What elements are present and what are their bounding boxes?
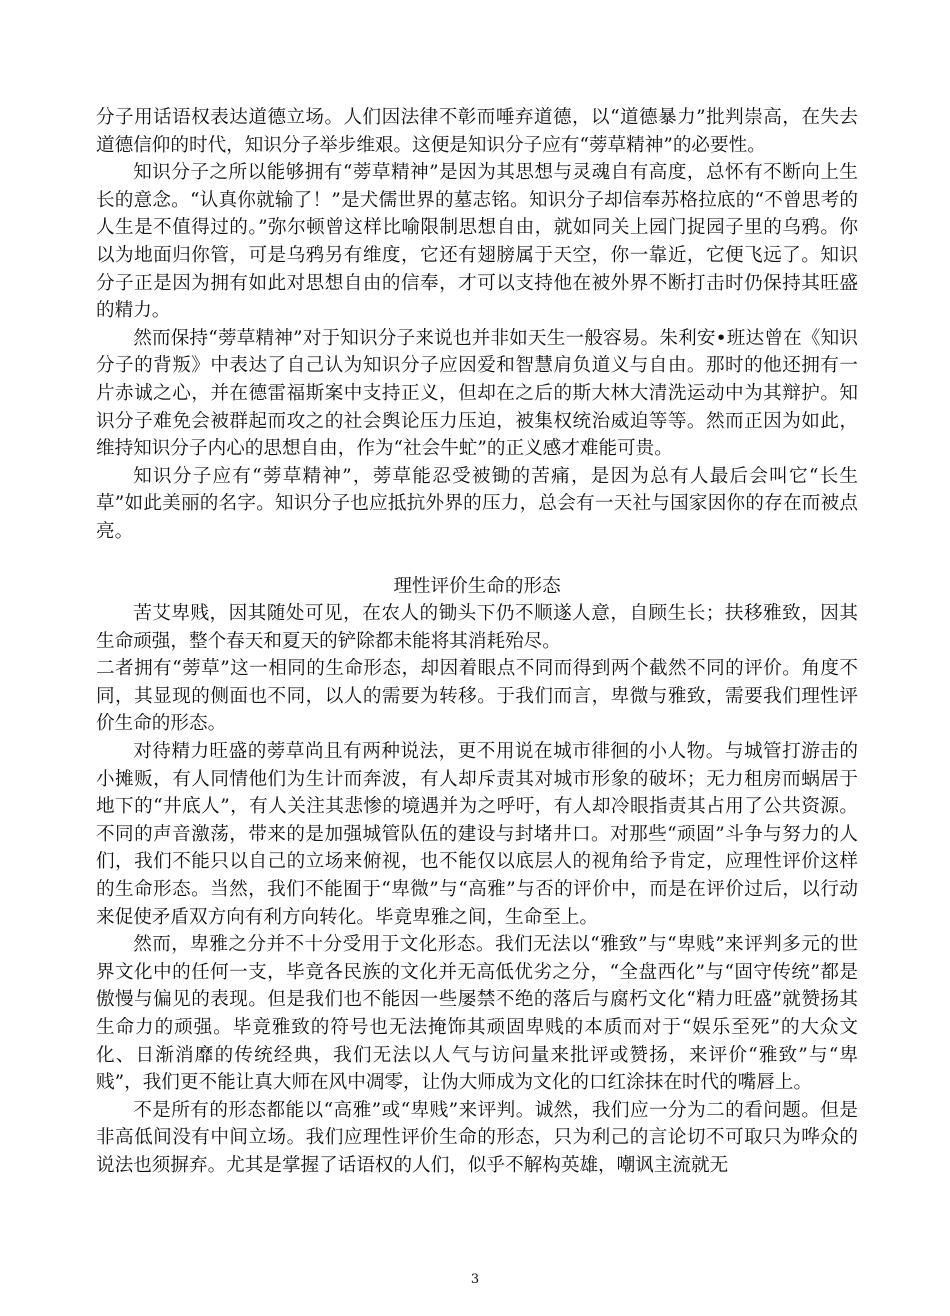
paragraph: 二者拥有“蒡草”这一相同的生命形态，却因着眼点不同而得到两个截然不同的评价。角度不同，其显现的侧面也不同，以人的需要为转移。于我们而言，卑微与雅致，需要我们理性评价生命的形态。 [96,658,858,735]
paragraph: 知识分子应有“蒡草精神”，蒡草能忍受被锄的苦痛，是因为总有人最后会叫它“长生草”如此美丽的名字。知识分子也应抵抗外界的压力，总会有一天社与国家因你的存在而被点亮。 [96,465,858,542]
paragraph: 分子用话语权表达道德立场。人们因法律不彰而唾弃道德，以“道德暴力”批判崇高，在失去道德信仰的时代，知识分子举步维艰。这便是知识分子应有“蒡草精神”的必要性。 [96,107,858,156]
page-number: 3 [470,1272,480,1287]
paragraph: 不是所有的形态都能以“高雅”或“卑贱”来评判。诚然，我们应一分为二的看问题。但是非高低间没有中间立场。我们应理性评价生命的形态，只为利己的言论切不可取只为哗众的说法也须摒弃。尤其是掌握了话语权的人们，似乎不解构英雄，嘲讽主流就无 [96,1099,858,1176]
paragraph: 然而保持“蒡草精神”对于知识分子来说也并非如天生一般容易。朱利安•班达曾在《知识分子的背叛》中表达了自己认为知识分子应因爱和智慧肩负道义与自由。那时的他还拥有一片赤诚之心，并在德雷福斯案中支持正义，但却在之后的斯大林大清洗运动中为其辩护。知识分子难免会被群起而攻之的社会舆论压力压迫，被集权统治威迫等等。然而正因为如此，维持知识分子内心的思想自由，作为“社会牛虻”的正义感才难能可贵。 [96,327,858,460]
document-page [96,104,858,1180]
paragraph: 对待精力旺盛的蒡草尚且有两种说法，更不用说在城市徘徊的小人物。与城管打游击的小摊贩，有人同情他们为生计而奔波，有人却斥责其对城市形象的破坏；无力租房而蜗居于地下的“井底人”，有人关注其悲惨的境遇并为之呼吁，有人却冷眼指责其占用了公共资源。不同的声音激荡，带来的是加强城管队伍的建设与封堵井口。对那些“顽固”斗争与努力的人们，我们不能只以自己的立场来俯视，也不能仅以底层人的视角给予肯定，应理性评价这样的生命形态。当然，我们不能囿于“卑微”与“高雅”与否的评价中，而是在评价过后，以行动来促使矛盾双方向有利方向转化。毕竟卑雅之间，生命至上。 [96,741,858,928]
section-title: 理性评价生命的形态 [393,575,561,597]
paragraph: 知识分子之所以能够拥有“蒡草精神”是因为其思想与灵魂自有高度，总怀有不断向上生长的意念。“认真你就输了！”是犬儒世界的墓志铭。知识分子却信奉苏格拉底的“不曾思考的人生是不值得过的。”弥尔顿曾这样比喻限制思想自由，就如同关上园门捉园子里的乌鸦。你以为地面归你管，可是乌鸦另有维度，它还有翅膀属于天空，你一靠近，它便飞远了。知识分子正是因为拥有如此对思想自由的信奉，才可以支持他在被外界不断打击时仍保持其旺盛的精力。 [96,162,858,322]
paragraph: 然而，卑雅之分并不十分受用于文化形态。我们无法以“雅致”与“卑贱”来评判多元的世界文化中的任何一支，毕竟各民族的文化并无高低优劣之分，“全盘西化”与“固守传统”都是傲慢与偏见的表现。但是我们也不能因一些屡禁不绝的落后与腐朽文化“精力旺盛”就赞扬其生命力的顽强。毕竟雅致的符号也无法掩饰其顽固卑贱的本质而对于“娱乐至死”的大众文化、日渐消靡的传统经典，我们无法以人气与访问量来批评或赞扬，来评价“雅致”与“卑贱”，我们更不能让真大师在风中凋零，让伪大师成为文化的口红涂抹在时代的嘴唇上。 [96,934,858,1094]
paragraph: 苦艾卑贱，因其随处可见，在农人的锄头下仍不顺遂人意，自顾生长；扶移雅致，因其生命顽强，整个春天和夏天的铲除都未能将其消耗殆尽。 [96,603,858,652]
